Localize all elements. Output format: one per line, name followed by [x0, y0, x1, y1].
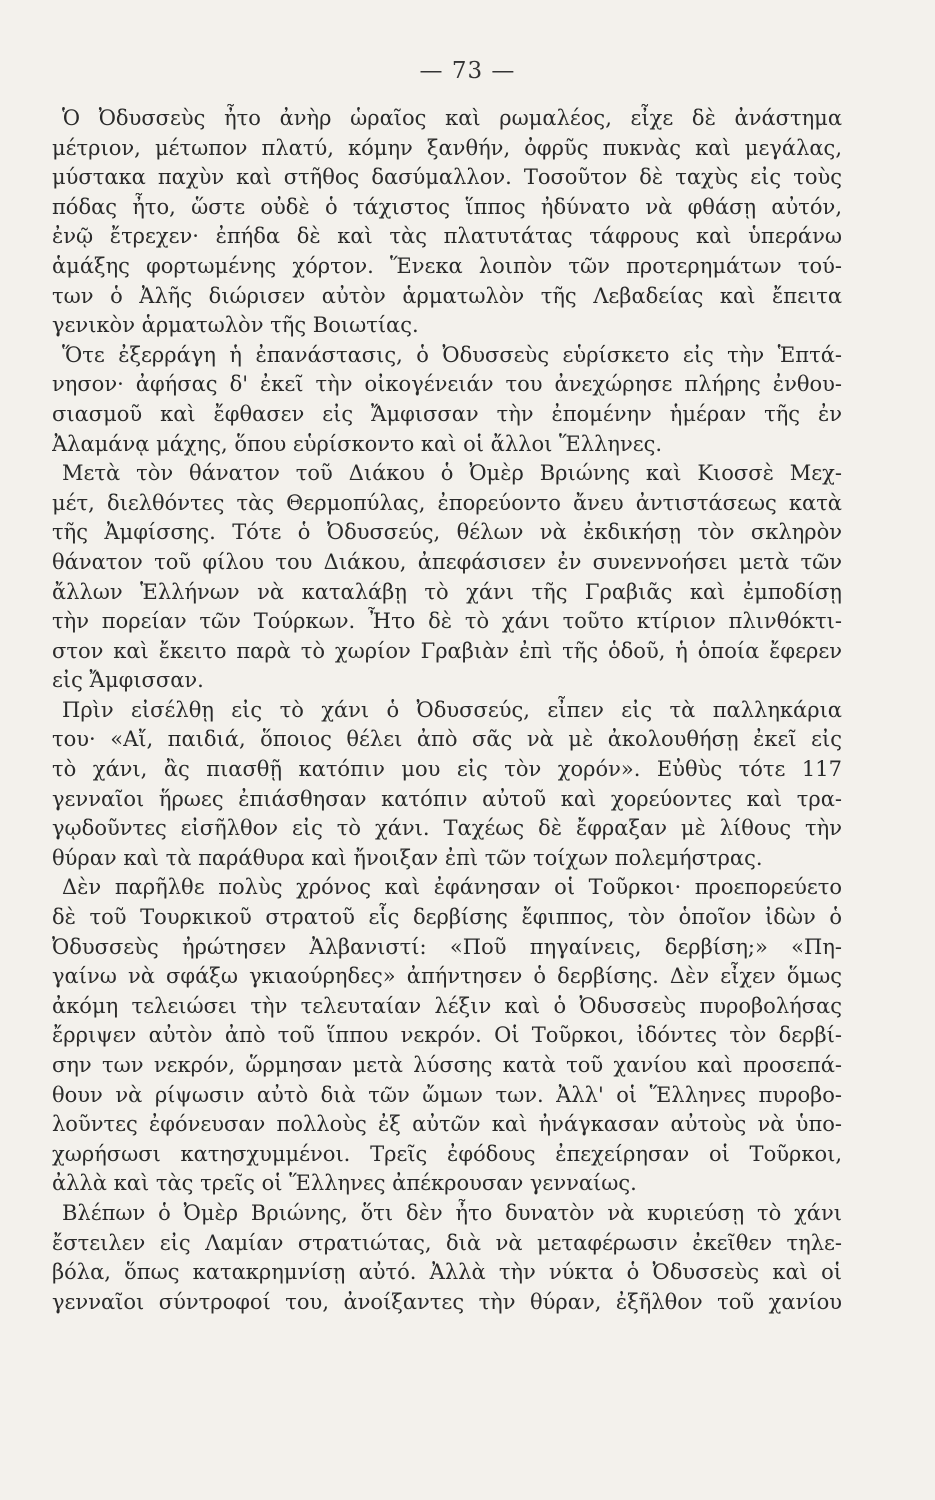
- text-line: ἀκόμη τελειώσει τὴν τελευταίαν λέξιν καὶ ὁ Ὀδυσσεὺς πυροβολήσας: [52, 993, 842, 1018]
- text-line: χωρήσωσι κατησχυμμένοι. Τρεῖς ἐφόδους ἐπεχείρησαν οἱ Τοῦρκοι,: [52, 1141, 842, 1166]
- text-line: ἔρριψεν αὐτὸν ἀπὸ τοῦ ἵππου νεκρόν. Οἱ Τοῦρκοι, ἰδόντες τὸν δερβί-: [52, 1023, 842, 1048]
- text-line: θάνατον τοῦ φίλου του Διάκου, ἀπεφάσισεν ἐν συνεννοήσει μετὰ τῶν: [52, 549, 842, 574]
- text-line: δὲ τοῦ Τουρκικοῦ στρατοῦ εἷς δερβίσης ἔφιππος, τὸν ὁποῖον ἰδὼν ὁ: [52, 905, 842, 930]
- text-line: νησον· ἀφήσας δ' ἐκεῖ τὴν οἰκογένειάν του ἀνεχώρησε πλήρης ἐνθου-: [52, 372, 842, 397]
- text-line: Ὀδυσσεὺς ἠρώτησεν Ἀλβανιστί: «Ποῦ πηγαίνεις, δερβίση;» «Πη-: [52, 934, 842, 959]
- body-text: [52, 104, 842, 1317]
- text-line: Δὲν παρῆλθε πολὺς χρόνος καὶ ἐφάνησαν οἱ Τοῦρκοι· προεπορεύετο: [62, 875, 842, 900]
- text-line: Ἀλαμάνᾳ μάχης, ὅπου εὑρίσκοντο καὶ οἱ ἄλλοι Ἕλληνες.: [52, 431, 663, 456]
- text-line: ἔστειλεν εἰς Λαμίαν στρατιώτας, διὰ νὰ μεταφέρωσιν ἐκεῖθεν τηλε-: [52, 1230, 842, 1255]
- text-line: ἀλλὰ καὶ τὰς τρεῖς οἱ Ἕλληνες ἀπέκρουσαν γενναίως.: [52, 1171, 637, 1196]
- text-line: Βλέπων ὁ Ὀμὲρ Βριώνης, ὅτι δὲν ἦτο δυνατὸν νὰ κυριεύσῃ τὸ χάνι: [62, 1200, 842, 1225]
- text-line: πόδας ἦτο, ὥστε οὐδὲ ὁ τάχιστος ἵππος ἠδύνατο νὰ φθάσῃ αὐτόν,: [52, 194, 842, 219]
- text-line: τῆς Ἀμφίσσης. Τότε ὁ Ὀδυσσεύς, θέλων νὰ ἐκδικήσῃ τὸν σκληρὸν: [52, 520, 842, 545]
- text-line: τὴν πορείαν τῶν Τούρκων. Ἦτο δὲ τὸ χάνι τοῦτο κτίριον πλινθόκτι-: [52, 609, 842, 634]
- text-line: γῳδοῦντες εἰσῆλθον εἰς τὸ χάνι. Ταχέως δὲ ἔφραξαν μὲ λίθους τὴν: [52, 816, 842, 841]
- text-line: Μετὰ τὸν θάνατον τοῦ Διάκου ὁ Ὀμὲρ Βριώνης καὶ Κιοσσὲ Μεχ-: [62, 461, 842, 486]
- page-number: — 73 —: [419, 58, 516, 84]
- text-line: Πρὶν εἰσέλθῃ εἰς τὸ χάνι ὁ Ὀδυσσεύς, εἶπεν εἰς τὰ παλληκάρια: [62, 697, 842, 722]
- text-line: Ὁ Ὀδυσσεὺς ἦτο ἀνὴρ ὡραῖος καὶ ρωμαλέος, εἶχε δὲ ἀνάστημα: [62, 106, 842, 130]
- text-line: γενναῖοι ἥρωες ἐπιάσθησαν κατόπιν αὐτοῦ καὶ χορεύοντες καὶ τρα-: [52, 786, 842, 811]
- text-line: βόλα, ὅπως κατακρημνίσῃ αὐτό. Ἀλλὰ τὴν νύκτα ὁ Ὀδυσσεὺς καὶ οἱ: [52, 1260, 842, 1285]
- text-line: σην των νεκρόν, ὥρμησαν μετὰ λύσσης κατὰ τοῦ χανίου καὶ προσεπά-: [52, 1053, 842, 1077]
- text-line: λοῦντες ἐφόνευσαν πολλοὺς ἐξ αὐτῶν καὶ ἠνάγκασαν αὐτοὺς νὰ ὑπο-: [52, 1112, 842, 1137]
- text-line: ἐνῷ ἔτρεχεν· ἐπήδα δὲ καὶ τὰς πλατυτάτας τάφρους καὶ ὑπεράνω: [52, 224, 842, 249]
- text-line: του· «Αἴ, παιδιά, ὅποιος θέλει ἀπὸ σᾶς νὰ μὲ ἀκολουθήσῃ ἐκεῖ εἰς: [52, 727, 842, 752]
- text-line: γενναῖοι σύντροφοί του, ἀνοίξαντες τὴν θύραν, ἐξῆλθον τοῦ χανίου: [52, 1289, 842, 1314]
- text-line: στον καὶ ἔκειτο παρὰ τὸ χωρίον Γραβιὰν ἐπὶ τῆς ὁδοῦ, ἡ ὁποία ἔφερεν: [52, 638, 842, 663]
- text-line: θύραν καὶ τὰ παράθυρα καὶ ἤνοιξαν ἐπὶ τῶν τοίχων πολεμήστρας.: [52, 845, 763, 870]
- text-line: ἄλλων Ἑλλήνων νὰ καταλάβῃ τὸ χάνι τῆς Γραβιᾶς καὶ ἐμποδίσῃ: [52, 579, 842, 604]
- text-line: γαίνω νὰ σφάξω γκιαούρηδες» ἀπήντησεν ὁ δερβίσης. Δὲν εἶχεν ὅμως: [52, 964, 842, 989]
- text-line: γενικὸν ἁρματωλὸν τῆς Βοιωτίας.: [52, 313, 419, 338]
- text-line: μύστακα παχὺν καὶ στῆθος δασύμαλλον. Τοσοῦτον δὲ ταχὺς εἰς τοὺς: [52, 165, 842, 190]
- text-line: ἁμάξης φορτωμένης χόρτον. Ἕνεκα λοιπὸν τῶν προτερημάτων τού-: [52, 253, 842, 278]
- text-line: μέτ, διελθόντες τὰς Θερμοπύλας, ἐπορεύοντο ἄνευ ἀντιστάσεως κατὰ: [52, 490, 842, 515]
- text-line: εἰς Ἄμφισσαν.: [52, 668, 204, 693]
- text-line: των ὁ Ἀλῆς διώρισεν αὐτὸν ἁρματωλὸν τῆς Λεβαδείας καὶ ἔπειτα: [52, 283, 842, 308]
- text-line: θουν νὰ ρίψωσιν αὐτὸ διὰ τῶν ὤμων των. Ἀλλ' οἱ Ἕλληνες πυροβο-: [52, 1082, 842, 1107]
- text-line: σιασμοῦ καὶ ἔφθασεν εἰς Ἄμφισσαν τὴν ἐπομένην ἡμέραν τῆς ἐν: [52, 401, 842, 426]
- text-line: μέτριον, μέτωπον πλατύ, κόμην ξανθήν, ὀφρῦς πυκνὰς καὶ μεγάλας,: [52, 135, 842, 160]
- text-line: τὸ χάνι, ἂς πιασθῇ κατόπιν μου εἰς τὸν χορόν». Εὐθὺς τότε 117: [52, 757, 842, 782]
- text-line: Ὅτε ἐξερράγη ἡ ἐπανάστασις, ὁ Ὀδυσσεὺς εὑρίσκετο εἰς τὴν Ἑπτά-: [62, 342, 842, 367]
